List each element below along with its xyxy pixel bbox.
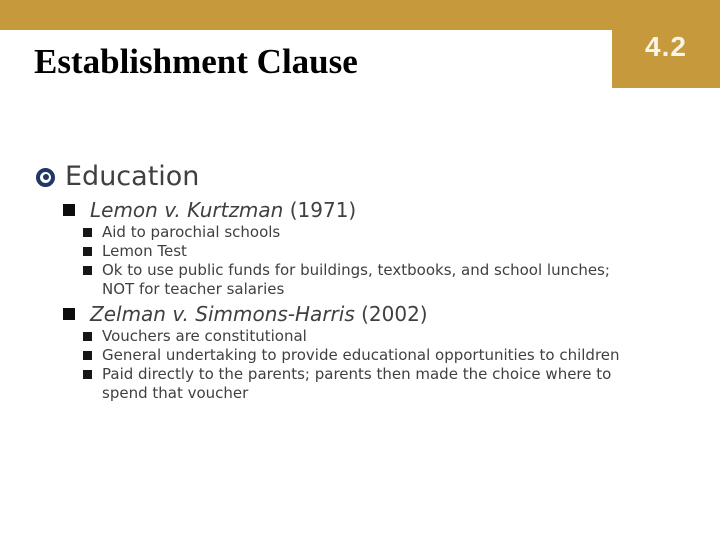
- case-lemon-points: [30, 223, 705, 299]
- square-bullet-icon: [83, 247, 92, 256]
- bullet-level1-education: [30, 162, 705, 192]
- case-name: Zelman v. Simmons-Harris: [90, 302, 355, 326]
- bullet-level3-item: [30, 327, 705, 346]
- bullet-level3-item: [30, 223, 705, 242]
- bullet-level3-text: [102, 346, 620, 365]
- bullet-line: Aid to parochial schools: [102, 223, 281, 241]
- square-bullet-icon: [83, 266, 92, 275]
- bullet-level3-text: [102, 261, 610, 299]
- bullet-level2-case-lemon: [30, 197, 705, 223]
- slide-number-badge: [612, 0, 720, 88]
- square-bullet-icon: [63, 308, 75, 320]
- square-bullet-icon: [83, 351, 92, 360]
- bullet-line-continuation: spend that voucher: [102, 384, 249, 402]
- bullet-line: Paid directly to the parents; parents then made the choice where to: [102, 365, 612, 383]
- square-bullet-icon: [83, 332, 92, 341]
- case-year: (1971): [289, 198, 357, 222]
- bullet-level2-case-zelman: [30, 301, 705, 327]
- bullet-level3-text: [102, 327, 307, 346]
- bullet-level3-item: [30, 365, 705, 403]
- bullet-line: Ok to use public funds for buildings, textbooks, and school lunches;: [102, 261, 610, 279]
- slide-number: 4.2: [645, 31, 687, 62]
- slide-title: Establishment Clause: [34, 42, 358, 81]
- square-bullet-icon: [83, 370, 92, 379]
- bullet-line: Vouchers are constitutional: [102, 327, 307, 345]
- bullet-level3-text: [102, 223, 280, 242]
- case-name: Lemon v. Kurtzman: [90, 198, 284, 222]
- case-year: (2002): [361, 302, 428, 326]
- bullet-level3-item: [30, 261, 705, 299]
- bullet-level1-label: Education: [65, 161, 200, 192]
- bullet-level3-item: [30, 346, 705, 365]
- bullet-level3-item: [30, 242, 705, 261]
- case-zelman-points: [30, 327, 705, 403]
- bullet-level3-text: [102, 365, 611, 403]
- bullet-line: Lemon Test: [102, 242, 187, 260]
- bullet-line-continuation: NOT for teacher salaries: [102, 280, 285, 298]
- slide-body: [30, 162, 705, 404]
- case-heading: [90, 197, 356, 223]
- square-bullet-icon: [63, 204, 75, 216]
- case-heading: [90, 301, 428, 327]
- square-bullet-icon: [83, 228, 92, 237]
- circled-dot-bullet-icon: [36, 168, 55, 187]
- bullet-level3-text: [102, 242, 187, 261]
- bullet-line: General undertaking to provide educational opportunities to children: [102, 346, 620, 364]
